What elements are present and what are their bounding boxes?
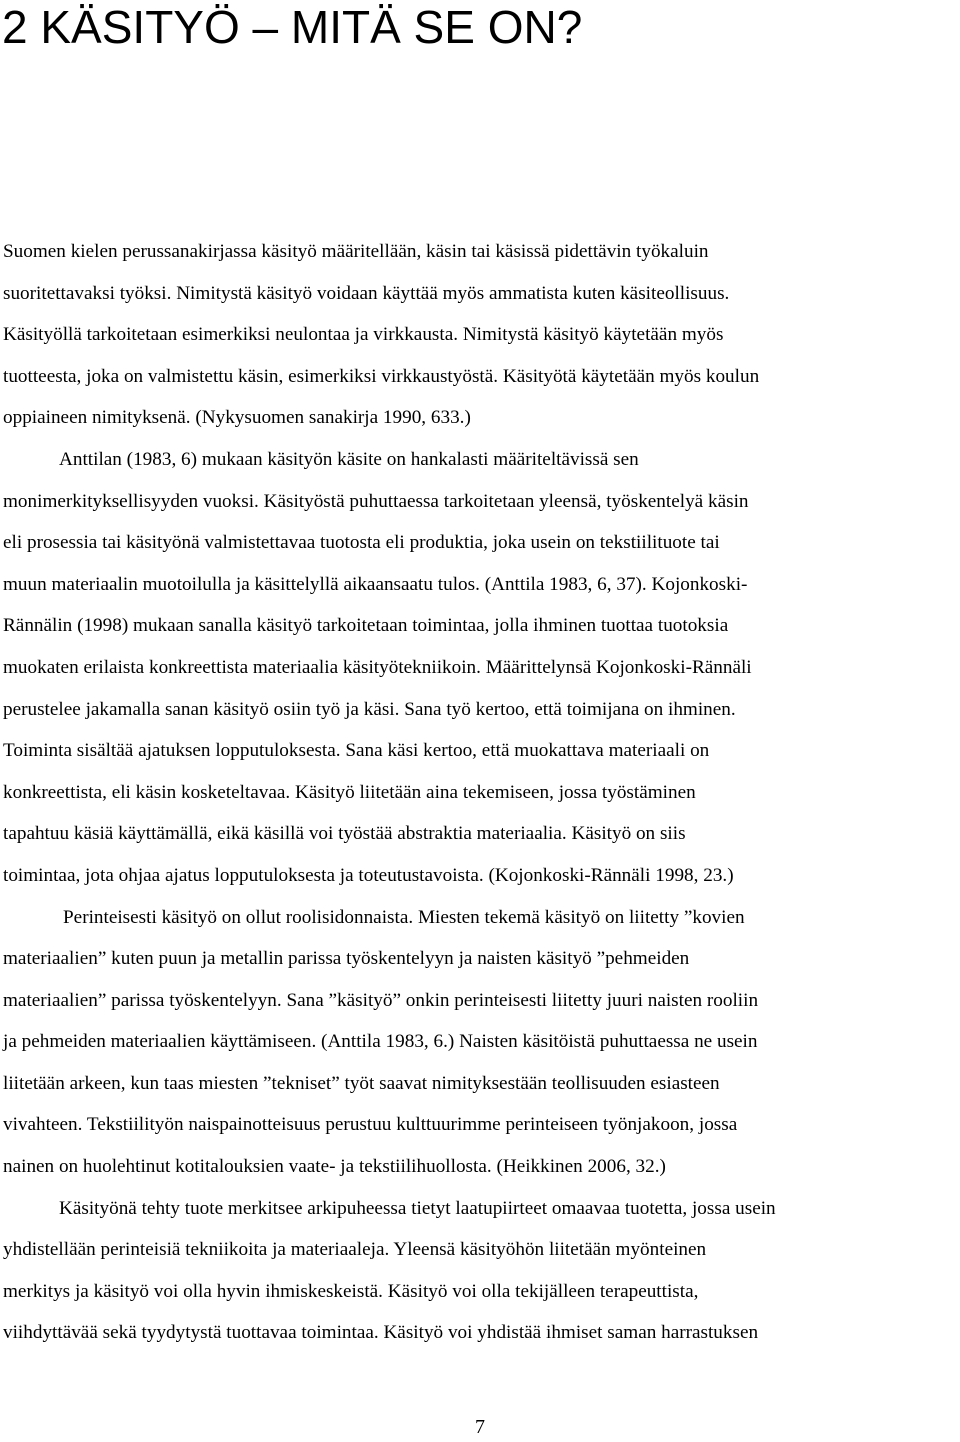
paragraph-definition: Suomen kielen perussanakirjassa käsityö määritellään, käsin tai käsissä pidettävin työkaluin suoritettavaksi työksi. Nimitystä käsityö voidaan käyttää myös ammatista kuten käsiteollisuus. Käsityöllä tarkoitetaan esimerkiksi neulontaa ja virkkausta. Nimitystä käsityö käytetään myös tuotteesta, joka on valmistettu käsin, esimerkiksi virkkaustyöstä. Käsityötä käytetään myös koulun oppiaineen nimityksenä. (Nykysuomen sanakirja 1990, 633.) [3, 241, 760, 429]
paragraph-gender-roles: Perinteisesti käsityö on ollut roolisidonnaista. Miesten tekemä käsityö on liitetty ”kovien materiaalien” kuten puun ja metallin parissa työskentelyyn ja naisten käsityö ”pehmeiden materiaalien” parissa työskentelyyn. Sana ”käsityö” onkin perinteisesti liitetty juuri naisten rooliin ja pehmeiden materiaalien käyttämiseen. (Anttila 1983, 6.) Naisten käsitöistä puhuttaessa ne usein liitetään arkeen, kun taas miesten ”tekniset” työt saavat nimityksestään teollisuuden esiasteen vivahteen. Tekstiilityön naispainotteisuus perustuu kulttuurimme perinteiseen työnjakoon, jossa nainen on huolehtinut kotitalouksien vaate- ja tekstiilihuollosta. (Heikkinen 2006, 32.) [3, 906, 759, 1178]
paragraph-concept: Anttilan (1983, 6) mukaan käsityön käsite on hankalasti määriteltävissä sen monimerkityksellisyyden vuoksi. Käsityöstä puhuttaessa tarkoitetaan yleensä, työskentelyä käsin eli prosessia tai käsityönä valmistettavaa tuotosta eli produktia, joka usein on tekstiilituote tai muun materiaalin muotoilulla ja käsittelyllä aikaansaatu tulos. (Anttila 1983, 6, 37). Kojonkoski- Rännälin (1998) mukaan sanalla käsityö tarkoitetaan toimintaa, jolla ihminen tuottaa tuotoksia muokaten erilaista konkreettista materiaalia käsityötekniikoin. Määrittelynsä Kojonkoski-Rännäli perustelee jakamalla sanan käsityö osiin työ ja käsi. Sana työ kertoo, että toimijana on ihminen. Toiminta sisältää ajatuksen lopputuloksesta. Sana käsi kertoo, että muokattava materiaali on konkreettista, eli käsin kosketeltavaa. Käsityö liitetään aina tekemiseen, jossa työstäminen tapahtuu käsiä käyttämällä, eikä käsillä voi työstää abstraktia materiaalia. Käsityö on siis toimintaa, jota ohjaa ajatus lopputuloksesta ja toteutustavoista. (Kojonkoski-Rännäli 1998, 23.) [3, 448, 752, 886]
paragraph-everyday-meaning: Käsityönä tehty tuote merkitsee arkipuheessa tietyt laatupiirteet omaavaa tuotetta, jossa usein yhdistellään perinteisiä tekniikoita ja materiaaleja. Yleensä käsityöhön liitetään myönteinen merkitys ja käsityö voi olla hyvin ihmiskeskeistä. Käsityö voi olla tekijälleen terapeuttista, viihdyttävää sekä tyydytystä tuottavaa toimintaa. Käsityö voi yhdistää ihmiset saman harrastuksen [3, 1197, 776, 1344]
chapter-heading: 2 KÄSITYÖ – MITÄ SE ON? [2, 1, 583, 53]
page-number: 7 [475, 1416, 485, 1438]
body-text [3, 231, 959, 1354]
